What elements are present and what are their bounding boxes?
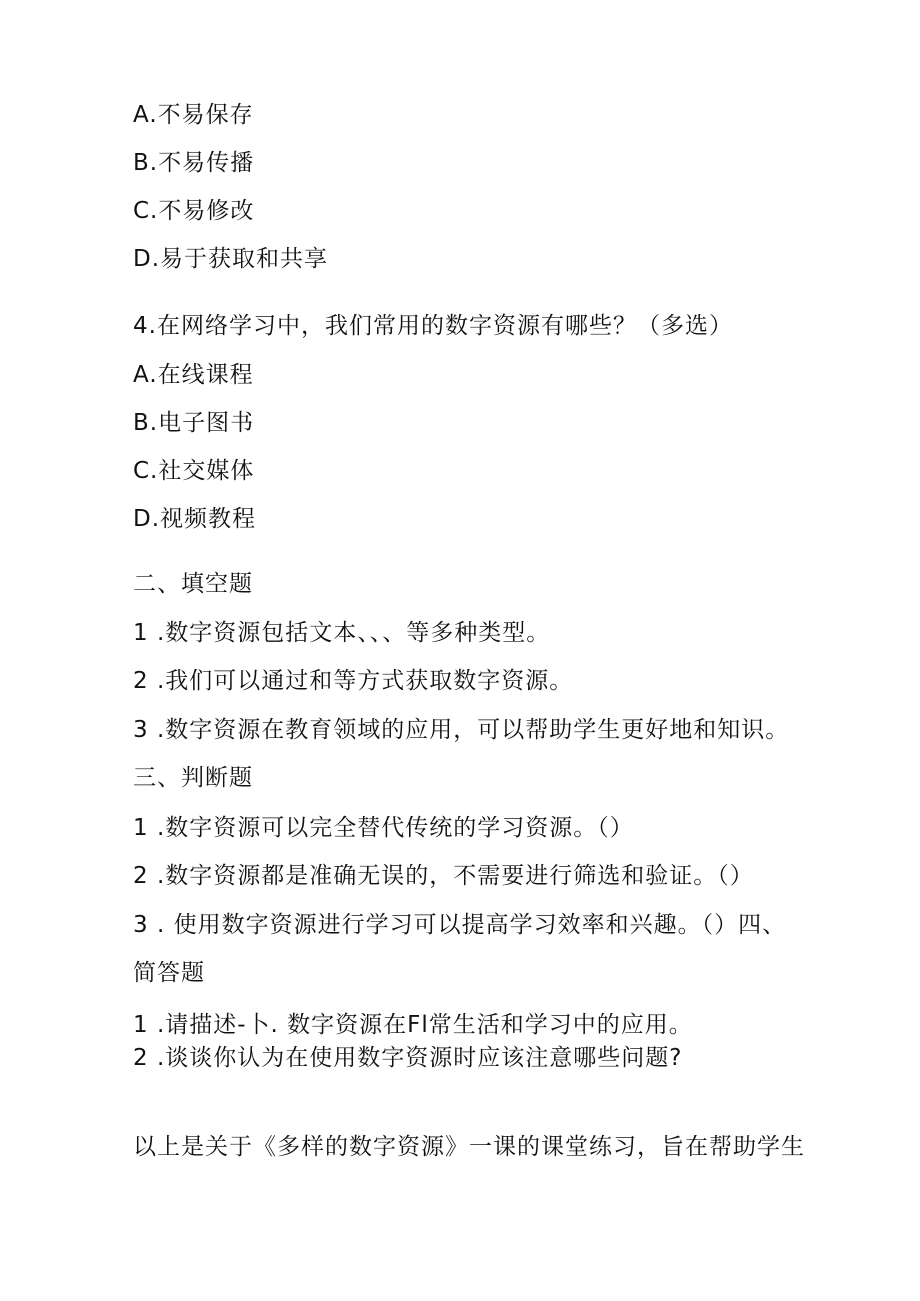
q4-question: 4.在网络学习中，我们常用的数字资源有哪些？（多选）: [133, 313, 733, 339]
q3-option-d: D.易于获取和共享: [133, 246, 329, 272]
true-false-item-3: 3 . 使用数字资源进行学习可以提高学习效率和兴趣。（）四、: [133, 912, 787, 938]
q3-option-c: C.不易修改: [133, 198, 255, 224]
fill-blank-item-2: 2 .我们可以通过和等方式获取数字资源。: [133, 668, 574, 694]
q4-option-d: D.视频教程: [133, 506, 257, 532]
short-answer-item-2: 2 .谈谈你认为在使用数字资源时应该注意哪些问题?: [133, 1045, 683, 1071]
q4-option-a: A.在线课程: [133, 362, 254, 388]
section-4-heading: 简答题: [133, 960, 205, 986]
q3-option-b: B.不易传播: [133, 150, 255, 176]
q4-option-c: C.社交媒体: [133, 458, 255, 484]
fill-blank-item-3: 3 .数字资源在教育领域的应用，可以帮助学生更好地和知识。: [133, 717, 790, 743]
q3-option-a: A.不易保存: [133, 102, 254, 128]
q4-option-b: B.电子图书: [133, 410, 255, 436]
short-answer-item-1: 1 .请描述-卜. 数字资源在Fl常生活和学习中的应用。: [133, 1012, 693, 1038]
true-false-item-2: 2 .数字资源都是准确无误的，不需要进行筛选和验证。（）: [133, 863, 754, 889]
true-false-item-1: 1 .数字资源可以完全替代传统的学习资源。（）: [133, 815, 634, 841]
section-3-heading: 三、判断题: [133, 765, 253, 791]
fill-blank-item-1: 1 .数字资源包括文本、、、等多种类型。: [133, 620, 551, 646]
section-2-heading: 二、填空题: [133, 571, 253, 597]
closing-paragraph: 以上是关于《多样的数字资源》一课的课堂练习，旨在帮助学生: [133, 1134, 805, 1160]
